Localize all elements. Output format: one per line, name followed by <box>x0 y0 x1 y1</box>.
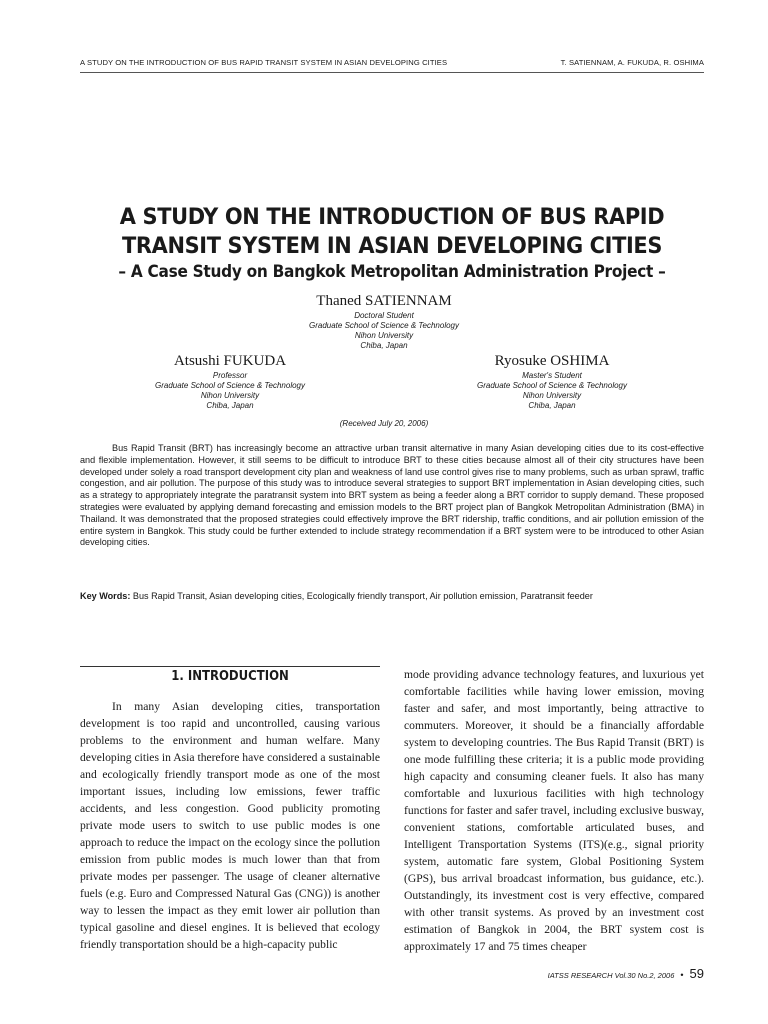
abstract: Bus Rapid Transit (BRT) has increasingly become an attractive urban transit alternative in many Asian developing cities due to its cost-effective and flexible implementation. However, it still seems to be difficult to introduce BRT to these cities because almost all of their city structures have been developed under solely a road transport development city plan and weakness of land use control gives rise to many problems, such as urban sprawl, traffic congestion, and air pollution. The purpose of this study was to introduce several strategies to support BRT implementation in Asian developing cities, such as a strategy to appropriately integrate the paratransit system into BRT system as being a feeder along a BRT corridor to supply demand. These proposed strategies were evaluated by applying demand forecasting and emission models to the BRT project plan of Bangkok Metropolitan Administration (BMA) in Thailand. It was demonstrated that the proposed strategies could effectively improve the BRT ridership, traffic conditions, and air pollution emission of the entire system in Bangkok. This study could be further extended to include strategy recommendation if a BRT system were to be introduced to other Asian developing cities. <box>80 443 704 548</box>
body-paragraph: In many Asian developing cities, transportation development is too rapid and uncontrolled, causing various problems to the environment and human welfare. Many developing cities in Asia therefore have considered a sustainable and ecologically friendly transport mode as one of the most important issues, including low emissions, fewer traffic accidents, and less congestion. Good publicity promoting private mode users to switch to use public modes is one approach to reduce the impact on the ecology since the pollution emission from public modes is much lower than that from private modes per passenger. The usage of cleaner alternative fuels (e.g. Euro and Compressed Natural Gas (CNG)) is another way to lessen the impact as they emit lower air pollution than typical gasoline and diesel engines. It is believed that ecology friendly transportation should be a high-capacity public <box>80 700 380 951</box>
author-university: Nihon University <box>200 391 260 400</box>
running-header-authors: T. SATIENNAM, A. FUKUDA, R. OSHIMA <box>560 58 704 67</box>
paper-subtitle: – A Case Study on Bangkok Metropolitan Administration Project – <box>118 262 666 281</box>
running-header <box>80 58 704 72</box>
page-footer <box>548 966 704 981</box>
author-city: Chiba, Japan <box>528 401 576 410</box>
running-header-title: A STUDY ON THE INTRODUCTION OF BUS RAPID TRANSIT SYSTEM IN ASIAN DEVELOPING CITIES <box>80 58 448 67</box>
author-city: Chiba, Japan <box>206 401 254 410</box>
author-position: Doctoral Student <box>354 311 414 320</box>
received-date: (Received July 20, 2006) <box>339 419 429 428</box>
author-university: Nihon University <box>522 391 582 400</box>
paper-title-line-1: A STUDY ON THE INTRODUCTION OF BUS RAPID <box>119 204 665 230</box>
header-rule <box>80 72 704 73</box>
body-paragraph: mode providing advance technology features, and luxurious yet comfortable facilities while having lower emission, moving faster and safer, and most importantly, being attractive to commuters. Moreover, it should be a financially affordable system to developing countries. The Bus Rapid Transit (BRT) is one mode fulfilling these criteria; it is a public mode providing high capacity and consuming cleaner fuels. It also has many comfortable and luxurious facilities with high technology functions for faster and safer travel, including exclusive busway, convenient stations, comfortable articulated buses, and Intelligent Transportation Systems (ITS)(e.g., signal priority system, automatic fare system, Global Positioning System (GPS), bus arrival broadcast information, bus guidance, etc.). Outstandingly, its investment cost is very effective, compared with other transit systems. As proved by an investment cost estimation of Bangkok in 2004, the BRT system cost is approximately 17 and 75 times cheaper <box>404 668 704 953</box>
author-school: Graduate School of Science & Technology <box>308 321 460 330</box>
author-city: Chiba, Japan <box>360 341 408 350</box>
body-column-left <box>80 666 380 953</box>
author-2 <box>80 352 380 411</box>
author-name: Atsushi FUKUDA <box>173 353 287 369</box>
footer-bullet: • <box>680 970 684 980</box>
section-heading: 1. INTRODUCTION <box>171 669 289 684</box>
page-number: 59 <box>689 966 704 981</box>
author-university: Nihon University <box>354 331 414 340</box>
journal-name: IATSS RESEARCH Vol.30 No.2, 2006 <box>547 971 675 980</box>
title-block <box>60 203 724 283</box>
author-3 <box>402 352 702 411</box>
author-school: Graduate School of Science & Technology <box>154 381 306 390</box>
body-column-right <box>404 666 704 955</box>
author-name: Thaned SATIENNAM <box>316 293 452 309</box>
author-1 <box>234 292 534 351</box>
keywords-label: Key Words: <box>80 591 131 601</box>
author-position: Professor <box>212 371 248 380</box>
author-school: Graduate School of Science & Technology <box>476 381 628 390</box>
author-position: Master's Student <box>522 371 582 380</box>
author-name: Ryosuke OSHIMA <box>494 353 610 369</box>
keywords <box>80 590 704 602</box>
paper-title-line-2: TRANSIT SYSTEM IN ASIAN DEVELOPING CITIES <box>121 233 663 259</box>
keywords-text: Bus Rapid Transit, Asian developing cities, Ecologically friendly transport, Air pollution emission, Paratransit feeder <box>132 591 593 601</box>
